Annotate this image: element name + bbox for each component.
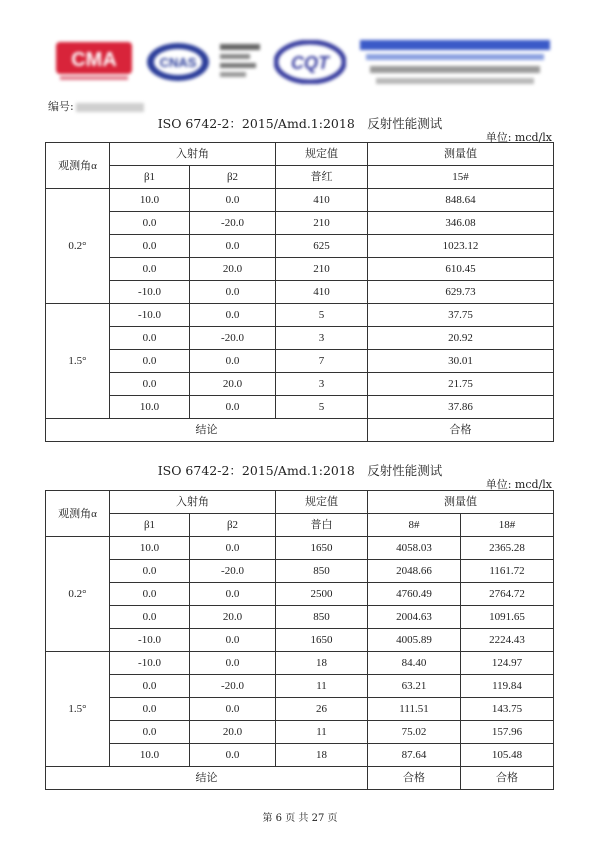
beta1-cell: 0.0: [110, 583, 190, 606]
measured-value-cell: 84.40: [368, 652, 461, 675]
beta1-cell: 0.0: [110, 258, 190, 281]
table-row: [46, 652, 554, 675]
ilac-mark: [216, 42, 264, 82]
conclusion-label: 结论: [46, 419, 368, 442]
measured-value-cell: 37.75: [368, 304, 554, 327]
header-beta2: β2: [190, 166, 276, 189]
table-row: [46, 373, 554, 396]
conclusion-row: [46, 419, 554, 442]
table-row: [46, 304, 554, 327]
measured-value-cell: 610.45: [368, 258, 554, 281]
beta1-cell: 0.0: [110, 560, 190, 583]
spec-value-cell: 18: [276, 652, 368, 675]
spec-value-cell: 2500: [276, 583, 368, 606]
measured-value-cell: 2764.72: [461, 583, 554, 606]
header-logos: [0, 34, 600, 94]
spec-value-cell: 5: [276, 396, 368, 419]
conclusion-label: 结论: [46, 767, 368, 790]
header-sample-1: 8#: [368, 514, 461, 537]
beta2-cell: 20.0: [190, 721, 276, 744]
section1-caption: ISO 6742-2：2015/Amd.1:2018 反射性能测试: [157, 116, 443, 131]
spec-value-cell: 625: [276, 235, 368, 258]
measured-value-cell: 4058.03: [368, 537, 461, 560]
beta2-cell: 0.0: [190, 698, 276, 721]
observation-angle-cell: 1.5°: [46, 304, 110, 419]
beta1-cell: 10.0: [110, 396, 190, 419]
beta1-cell: -10.0: [110, 652, 190, 675]
spec-value-cell: 3: [276, 327, 368, 350]
spec-value-cell: 11: [276, 721, 368, 744]
beta2-cell: 20.0: [190, 258, 276, 281]
observation-angle-cell: 0.2°: [46, 537, 110, 652]
measured-value-cell: 157.96: [461, 721, 554, 744]
header-spec: 规定值: [276, 491, 368, 514]
beta1-cell: 0.0: [110, 235, 190, 258]
beta1-cell: 0.0: [110, 327, 190, 350]
beta2-cell: -20.0: [190, 212, 276, 235]
header-beta2: β2: [190, 514, 276, 537]
beta1-cell: 10.0: [110, 537, 190, 560]
measured-value-cell: 63.21: [368, 675, 461, 698]
beta2-cell: 0.0: [190, 396, 276, 419]
header-beta1: β1: [110, 166, 190, 189]
page-number: 第 6 页 共 27 页: [262, 813, 338, 824]
table-row: [46, 675, 554, 698]
cma-logo: [56, 42, 132, 82]
beta2-cell: 20.0: [190, 606, 276, 629]
beta1-cell: 0.0: [110, 212, 190, 235]
measured-value-cell: 2004.63: [368, 606, 461, 629]
beta1-cell: 0.0: [110, 606, 190, 629]
measured-value-cell: 2365.28: [461, 537, 554, 560]
observation-angle-cell: 0.2°: [46, 189, 110, 304]
beta1-cell: 0.0: [110, 698, 190, 721]
measured-value-cell: 1161.72: [461, 560, 554, 583]
header-incidence: 入射角: [110, 491, 276, 514]
beta2-cell: 0.0: [190, 537, 276, 560]
beta2-cell: 20.0: [190, 373, 276, 396]
header-spec-color: 普红: [276, 166, 368, 189]
header-spec: 规定值: [276, 143, 368, 166]
spec-value-cell: 11: [276, 675, 368, 698]
table-row: [46, 698, 554, 721]
beta2-cell: 0.0: [190, 652, 276, 675]
conclusion-value: 合格: [368, 767, 461, 790]
table-row: [46, 583, 554, 606]
measured-value-cell: 75.02: [368, 721, 461, 744]
table-row: [46, 189, 554, 212]
beta2-cell: 0.0: [190, 235, 276, 258]
beta1-cell: -10.0: [110, 304, 190, 327]
spec-value-cell: 410: [276, 281, 368, 304]
measured-value-cell: 4760.49: [368, 583, 461, 606]
measured-value-cell: 21.75: [368, 373, 554, 396]
spec-value-cell: 26: [276, 698, 368, 721]
measured-value-cell: 119.84: [461, 675, 554, 698]
spec-value-cell: 18: [276, 744, 368, 767]
header-incidence: 入射角: [110, 143, 276, 166]
header-measured: 测量值: [368, 143, 554, 166]
beta2-cell: 0.0: [190, 304, 276, 327]
beta2-cell: 0.0: [190, 629, 276, 652]
reflection-table-red: [45, 142, 554, 442]
table-row: [46, 327, 554, 350]
measured-value-cell: 124.97: [461, 652, 554, 675]
report-number: [48, 98, 144, 114]
spec-value-cell: 1650: [276, 537, 368, 560]
cnas-logo: [146, 42, 210, 82]
table-row: [46, 212, 554, 235]
measured-value-cell: 1091.65: [461, 606, 554, 629]
measured-value-cell: 111.51: [368, 698, 461, 721]
cqt-logo: [274, 40, 346, 84]
table-row: [46, 606, 554, 629]
beta1-cell: 10.0: [110, 744, 190, 767]
cma-logo-text: CMA: [71, 49, 117, 71]
beta2-cell: 0.0: [190, 583, 276, 606]
table-row: [46, 281, 554, 304]
measured-value-cell: 37.86: [368, 396, 554, 419]
beta1-cell: 10.0: [110, 189, 190, 212]
measured-value-cell: 629.73: [368, 281, 554, 304]
measured-value-cell: 2048.66: [368, 560, 461, 583]
organization-name-banner: [356, 38, 554, 92]
measured-value-cell: 346.08: [368, 212, 554, 235]
beta2-cell: 0.0: [190, 189, 276, 212]
spec-value-cell: 1650: [276, 629, 368, 652]
beta1-cell: 0.0: [110, 675, 190, 698]
table-row: [46, 258, 554, 281]
measured-value-cell: 30.01: [368, 350, 554, 373]
table-row: [46, 721, 554, 744]
conclusion-value: 合格: [461, 767, 554, 790]
table-row: [46, 537, 554, 560]
beta2-cell: -20.0: [190, 327, 276, 350]
observation-angle-cell: 1.5°: [46, 652, 110, 767]
beta1-cell: 0.0: [110, 721, 190, 744]
beta2-cell: -20.0: [190, 560, 276, 583]
reflection-table-white: [45, 490, 554, 790]
spec-value-cell: 210: [276, 258, 368, 281]
beta2-cell: -20.0: [190, 675, 276, 698]
table-row: [46, 350, 554, 373]
measured-value-cell: 143.75: [461, 698, 554, 721]
spec-value-cell: 5: [276, 304, 368, 327]
conclusion-value: 合格: [368, 419, 554, 442]
cqt-logo-text: CQT: [291, 53, 329, 73]
spec-value-cell: 410: [276, 189, 368, 212]
beta1-cell: 0.0: [110, 373, 190, 396]
header-beta1: β1: [110, 514, 190, 537]
table-row: [46, 744, 554, 767]
table-row: [46, 629, 554, 652]
header-angle: 观测角α: [46, 143, 110, 189]
measured-value-cell: 4005.89: [368, 629, 461, 652]
measured-value-cell: 105.48: [461, 744, 554, 767]
header-measured: 测量值: [368, 491, 554, 514]
beta2-cell: 0.0: [190, 744, 276, 767]
cnas-logo-text: CNAS: [159, 55, 197, 70]
measured-value-cell: 1023.12: [368, 235, 554, 258]
report-number-redacted: [76, 103, 144, 112]
section2-unit: 单位: mcd/lx: [485, 478, 552, 491]
table-row: [46, 396, 554, 419]
measured-value-cell: 20.92: [368, 327, 554, 350]
beta1-cell: 0.0: [110, 350, 190, 373]
spec-value-cell: 850: [276, 606, 368, 629]
table-row: [46, 235, 554, 258]
beta2-cell: 0.0: [190, 281, 276, 304]
header-sample: 15#: [368, 166, 554, 189]
section2-caption: ISO 6742-2：2015/Amd.1:2018 反射性能测试: [157, 463, 443, 478]
beta1-cell: -10.0: [110, 629, 190, 652]
measured-value-cell: 87.64: [368, 744, 461, 767]
section1-unit: 单位: mcd/lx: [485, 131, 552, 144]
measured-value-cell: 848.64: [368, 189, 554, 212]
measured-value-cell: 2224.43: [461, 629, 554, 652]
header-angle: 观测角α: [46, 491, 110, 537]
spec-value-cell: 210: [276, 212, 368, 235]
beta2-cell: 0.0: [190, 350, 276, 373]
spec-value-cell: 7: [276, 350, 368, 373]
spec-value-cell: 850: [276, 560, 368, 583]
report-number-label: 编号:: [48, 100, 74, 113]
beta1-cell: -10.0: [110, 281, 190, 304]
table-row: [46, 560, 554, 583]
spec-value-cell: 3: [276, 373, 368, 396]
header-spec-color: 普白: [276, 514, 368, 537]
header-sample-2: 18#: [461, 514, 554, 537]
conclusion-row: [46, 767, 554, 790]
